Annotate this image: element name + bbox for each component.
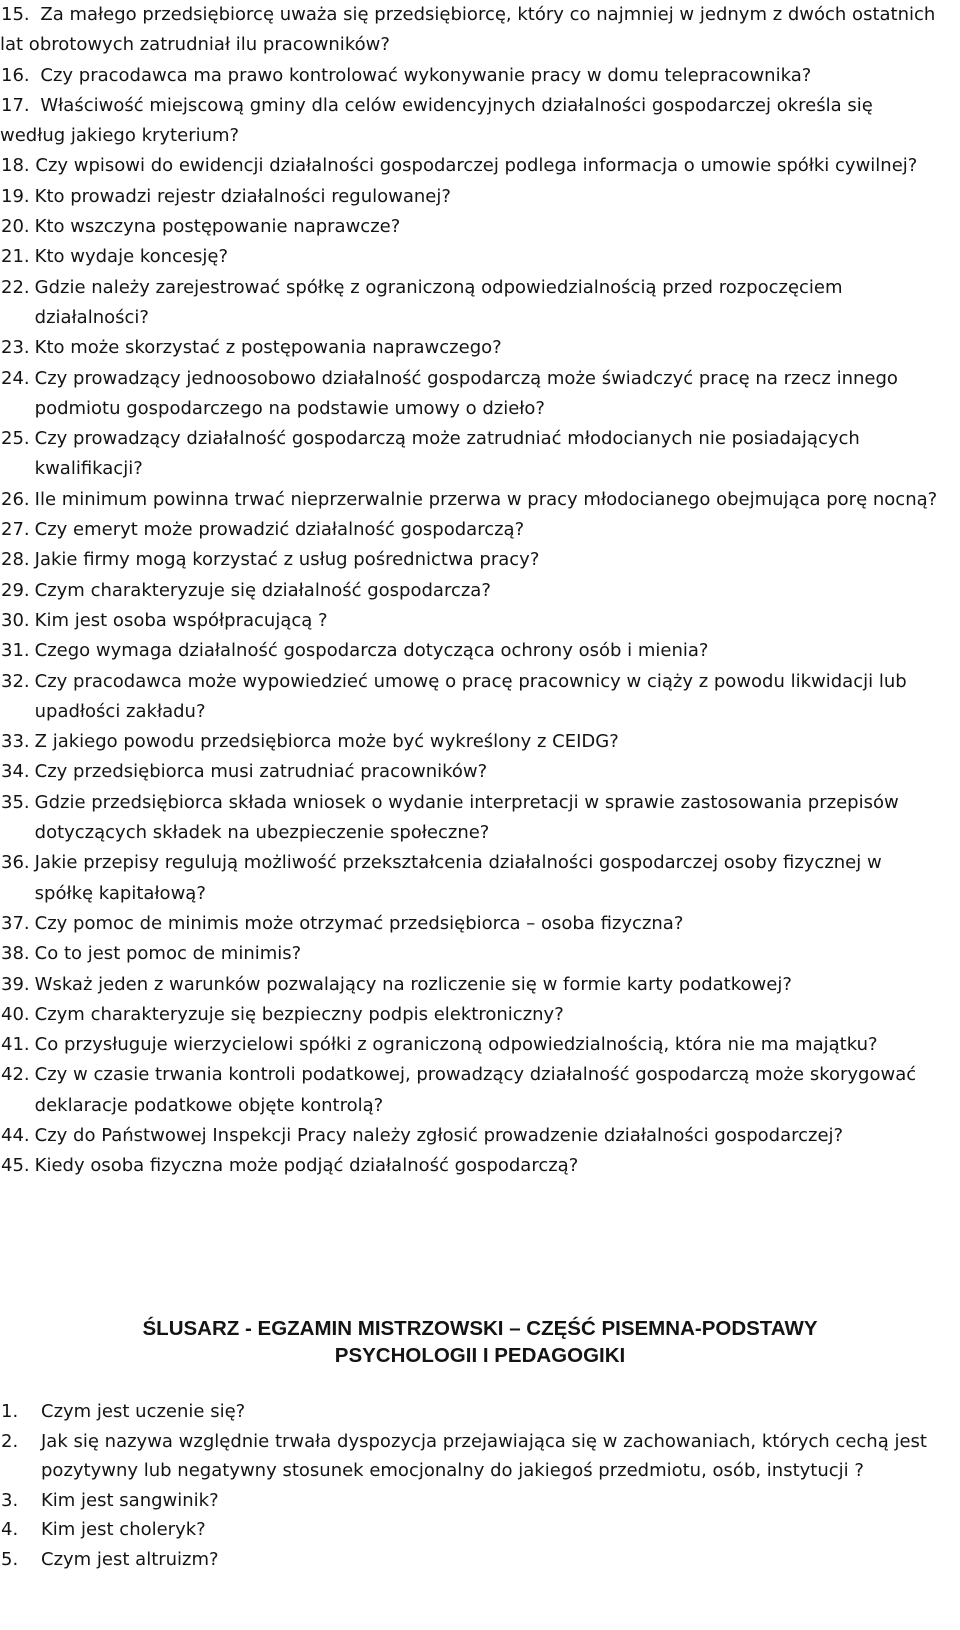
list-item bbox=[0, 848, 940, 909]
question-number: 21. bbox=[1, 246, 30, 268]
question-text: Kim jest sangwinik? bbox=[41, 1489, 219, 1511]
question-text: Czy emeryt może prowadzić działalność gospodarczą? bbox=[34, 519, 525, 541]
question-number: 2. bbox=[1, 1430, 19, 1452]
question-number: 31. bbox=[1, 640, 30, 662]
list-item bbox=[0, 242, 940, 272]
list-item bbox=[0, 61, 940, 91]
question-number: 33. bbox=[1, 731, 30, 753]
question-number: 41. bbox=[1, 1034, 30, 1056]
question-text: Ile minimum powinna trwać nieprzerwalnie przerwa w pracy młodocianego obejmująca porę nocną? bbox=[34, 488, 938, 510]
question-text: Wskaż jeden z warunków pozwalający na rozliczenie się w formie karty podatkowej? bbox=[34, 973, 792, 995]
question-text: Czym charakteryzuje się bezpieczny podpis elektroniczny? bbox=[34, 1003, 564, 1025]
section-title bbox=[0, 1315, 960, 1369]
list-item bbox=[0, 273, 940, 334]
list-item bbox=[0, 1030, 940, 1060]
question-text: Czego wymaga działalność gospodarcza dotycząca ochrony osób i mienia? bbox=[34, 640, 709, 662]
list-item bbox=[0, 909, 940, 939]
question-text: Kto prowadzi rejestr działalności regulowanej? bbox=[34, 185, 451, 207]
question-number: 18. bbox=[1, 155, 30, 177]
question-number: 15. bbox=[1, 4, 30, 25]
list-item bbox=[0, 1000, 940, 1030]
list-item bbox=[0, 757, 940, 787]
question-number: 22. bbox=[1, 276, 30, 298]
list-item bbox=[0, 606, 940, 636]
list-item bbox=[0, 576, 940, 606]
question-number: 39. bbox=[1, 973, 30, 995]
question-text: Co to jest pomoc de minimis? bbox=[34, 943, 302, 965]
list-item bbox=[0, 970, 940, 1000]
list-item bbox=[0, 1545, 940, 1575]
question-text: Czy do Państwowej Inspekcji Pracy należy zgłosić prowadzenie działalności gospodarczej? bbox=[34, 1124, 844, 1146]
question-text: Czy pracodawca może wypowiedzieć umowę o pracę pracownicy w ciąży z powodu likwidacji lub upadłości zakładu? bbox=[34, 670, 907, 722]
list-item bbox=[0, 1151, 940, 1181]
question-number: 30. bbox=[1, 609, 30, 631]
question-number: 19. bbox=[1, 185, 30, 207]
question-text: Jakie przepisy regulują możliwość przekształcenia działalności gospodarczej osoby fizycznej w spółkę kapitałową? bbox=[34, 852, 882, 904]
question-number: 29. bbox=[1, 579, 30, 601]
list-item bbox=[0, 212, 940, 242]
list-item bbox=[0, 1121, 940, 1151]
list-item bbox=[0, 0, 940, 61]
list-item bbox=[0, 333, 940, 363]
question-number: 17. bbox=[1, 94, 30, 116]
list-item bbox=[0, 364, 940, 425]
list-item bbox=[0, 939, 940, 969]
section-title-line-2: PSYCHOLOGII I PEDAGOGIKI bbox=[334, 1344, 626, 1367]
question-text: Czy w czasie trwania kontroli podatkowej, prowadzący działalność gospodarczą może skorygować deklaracje podatkowe objęte kontrolą? bbox=[34, 1064, 917, 1116]
question-number: 35. bbox=[1, 791, 30, 813]
list-item bbox=[0, 91, 940, 152]
question-number: 34. bbox=[1, 761, 30, 783]
question-text: Jakie firmy mogą korzystać z usług pośrednictwa pracy? bbox=[34, 549, 540, 571]
question-text: Kto wydaje koncesję? bbox=[34, 246, 229, 268]
list-item bbox=[0, 424, 940, 485]
question-text: Kim jest choleryk? bbox=[41, 1519, 206, 1540]
list-item bbox=[0, 485, 940, 515]
list-item bbox=[0, 151, 940, 181]
question-text: Co przysługuje wierzycielowi spółki z ograniczoną odpowiedzialnością, która nie ma majątku? bbox=[34, 1034, 878, 1056]
question-number: 4. bbox=[1, 1519, 19, 1540]
question-text: Właściwość miejscową gminy dla celów ewidencyjnych działalności gospodarczej określa się według jakiego kryterium? bbox=[0, 94, 873, 147]
question-text: Z jakiego powodu przedsiębiorca może być wykreślony z CEIDG? bbox=[34, 731, 619, 753]
question-number: 42. bbox=[1, 1064, 30, 1086]
question-number: 23. bbox=[1, 337, 30, 359]
question-text: Czy prowadzący działalność gospodarczą może zatrudniać młodocianych nie posiadających kwalifikacji? bbox=[34, 428, 860, 480]
question-text: Czym jest uczenie się? bbox=[41, 1401, 246, 1422]
list-item bbox=[0, 667, 940, 728]
question-number: 32. bbox=[1, 670, 30, 692]
question-text: Czym charakteryzuje się działalność gospodarcza? bbox=[34, 579, 491, 601]
question-text: Czy wpisowi do ewidencji działalności gospodarczej podlega informacja o umowie spółki cywilnej? bbox=[35, 155, 918, 177]
question-text: Kim jest osoba współpracującą ? bbox=[34, 609, 328, 631]
list-item bbox=[0, 515, 940, 545]
question-number: 38. bbox=[1, 943, 30, 965]
question-text: Kto może skorzystać z postępowania naprawczego? bbox=[34, 337, 502, 359]
list-item bbox=[0, 1060, 940, 1121]
question-text: Gdzie należy zarejestrować spółkę z ograniczoną odpowiedzialnością przed rozpoczęciem działalności? bbox=[34, 276, 843, 328]
list-item bbox=[0, 182, 940, 212]
list-item bbox=[0, 1515, 940, 1545]
list-item bbox=[0, 1397, 940, 1427]
question-number: 3. bbox=[1, 1489, 19, 1511]
question-text: Czy prowadzący jednoosobowo działalność gospodarczą może świadczyć pracę na rzecz innego podmiotu gospodarczego na podstawie umowy o dzieło? bbox=[34, 367, 898, 419]
question-number: 25. bbox=[1, 428, 30, 450]
question-number: 45. bbox=[1, 1155, 30, 1177]
list-item bbox=[0, 636, 940, 666]
question-number: 20. bbox=[1, 216, 30, 238]
question-text: Jak się nazywa względnie trwała dyspozycja przejawiająca się w zachowaniach, których cechą jest pozytywny lub negatywny stosunek emocjonalny do jakiegoś przedmiotu, osób, instytucji ? bbox=[41, 1430, 927, 1481]
question-text: Za małego przedsiębiorcę uważa się przedsiębiorcę, który co najmniej w jednym z dwóch ostatnich lat obrotowych zatrudniał ilu pracowników? bbox=[0, 4, 936, 56]
question-number: 26. bbox=[1, 488, 30, 510]
question-text: Czym jest altruizm? bbox=[41, 1548, 219, 1570]
question-number: 28. bbox=[1, 549, 30, 571]
question-text: Gdzie przedsiębiorca składa wniosek o wydanie interpretacji w sprawie zastosowania przepisów dotyczących składek na ubezpieczenie społeczne? bbox=[34, 791, 899, 844]
psychology-question-list bbox=[0, 1397, 940, 1574]
question-number: 1. bbox=[1, 1401, 19, 1422]
list-item bbox=[0, 727, 940, 757]
list-item bbox=[0, 1486, 940, 1516]
list-item bbox=[0, 1427, 940, 1486]
question-number: 40. bbox=[1, 1003, 30, 1025]
question-number: 44. bbox=[1, 1124, 30, 1146]
question-text: Czy pracodawca ma prawo kontrolować wykonywanie pracy w domu telepracownika? bbox=[40, 64, 812, 86]
section-title-line-1: ŚLUSARZ - EGZAMIN MISTRZOWSKI – CZĘŚĆ PISEMNA-PODSTAWY bbox=[142, 1317, 818, 1340]
list-item bbox=[0, 788, 940, 849]
question-text: Kto wszczyna postępowanie naprawcze? bbox=[34, 216, 401, 238]
question-text: Czy przedsiębiorca musi zatrudniać pracowników? bbox=[34, 761, 488, 783]
question-number: 36. bbox=[1, 852, 30, 874]
question-text: Kiedy osoba fizyczna może podjąć działalność gospodarczą? bbox=[34, 1155, 579, 1177]
question-text: Czy pomoc de minimis może otrzymać przedsiębiorca – osoba fizyczna? bbox=[34, 912, 684, 934]
question-number: 5. bbox=[1, 1548, 19, 1570]
question-number: 37. bbox=[1, 912, 30, 934]
question-number: 16. bbox=[1, 64, 30, 86]
list-item bbox=[0, 545, 940, 575]
question-number: 24. bbox=[1, 367, 30, 389]
question-number: 27. bbox=[1, 519, 30, 541]
